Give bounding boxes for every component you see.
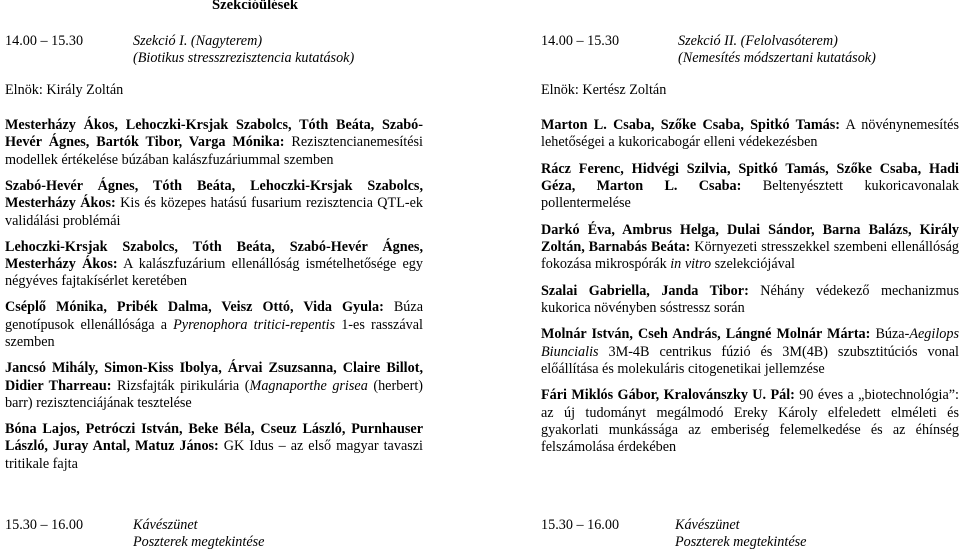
presentation-title: Rizsfajták pirikulária ( bbox=[111, 377, 250, 394]
break-label: Kávészünet bbox=[133, 517, 198, 533]
presentation-title: Környezeti stresszekkel szembeni ellenállóság fokozása mikrospórák bbox=[541, 239, 959, 273]
session-1-presentations bbox=[5, 117, 423, 482]
presentation-title: Búza genotípusok ellenállósága a bbox=[5, 299, 423, 333]
presentation-item bbox=[541, 222, 959, 274]
presentation-title-italic: in vitro bbox=[670, 256, 712, 273]
presentation-title-rest: 1-es rasszával szemben bbox=[5, 316, 423, 351]
presentation-authors: Mesterházy Ákos, Lehoczki-Krsjak Szabolcs, Tóth Beáta, Szabó-Hevér Ágnes, Bartók Tibor, Varga Mónika: bbox=[5, 117, 423, 151]
presentation-title: Búza- bbox=[870, 326, 910, 343]
break-time: 15.30 – 16.00 bbox=[541, 517, 620, 533]
presentation-authors: Fári Miklós Gábor, Kralovánszky U. Pál: bbox=[541, 387, 795, 404]
presentation-item bbox=[5, 117, 423, 169]
break-label: Kávészünet bbox=[675, 517, 740, 533]
break-sublabel: Poszterek megtekintése bbox=[133, 534, 265, 551]
break-label-block bbox=[133, 517, 264, 552]
presentation-item bbox=[5, 421, 423, 473]
presentation-title: Rezisztencianemesítési modellek értékelése búzában kalászfuzáriummal szemben bbox=[5, 134, 423, 168]
presentation-item bbox=[5, 299, 423, 351]
presentation-item bbox=[541, 161, 959, 213]
presentation-item bbox=[541, 283, 959, 318]
presentation-item bbox=[541, 117, 959, 152]
presentation-title-species: Pyrenophora tritici-repentis bbox=[173, 316, 336, 333]
presentation-title: Kis és közepes hatású fusarium rezisztencia QTL-ek validálási problémái bbox=[5, 195, 423, 229]
break-label-block bbox=[675, 517, 806, 552]
page-heading: Szekcióülések bbox=[212, 0, 298, 13]
presentation-title: Beltenyésztett kukoricavonalak pollentermelése bbox=[541, 178, 959, 212]
session-1-title-block bbox=[133, 33, 354, 68]
break-time: 15.30 – 16.00 bbox=[5, 517, 84, 533]
session-2-title: Szekció II. (Felolvasóterem) bbox=[678, 33, 838, 49]
presentation-authors: Rácz Ferenc, Hidvégi Szilvia, Spitkó Tamás, Szőke Csaba, Hadi Géza, Marton L. Csaba: bbox=[541, 160, 959, 195]
presentation-title-species: Magnaporthe grisea bbox=[249, 377, 368, 394]
break-sublabel: Poszterek megtekintése bbox=[675, 534, 807, 551]
presentation-title: A növénynemesítés lehetőségei a kukoricabogár elleni védekezésben bbox=[541, 117, 959, 151]
presentation-title: 90 éves a „biotechnológia”: az új tudományt megálmodó Ereky Károly elfeledett elméleti és gyakorlati munkássága az emberiség felemelkedése és az éhínség felszámolása érdekében bbox=[541, 387, 960, 456]
presentation-authors: Molnár István, Cseh András, Lángné Molnár Márta: bbox=[541, 326, 871, 343]
presentation-item bbox=[541, 326, 959, 378]
session-2-title-block bbox=[678, 33, 876, 68]
presentation-title-rest: 3M-4B centrikus fúzió és 3M(4B) szubsztitúciós vonal előállítása és molekuláris citogenetikai jellemzése bbox=[541, 343, 959, 378]
presentation-authors: Szalai Gabriella, Janda Tibor: bbox=[541, 282, 749, 299]
presentation-title-species: Aegilops Biuncialis bbox=[541, 326, 959, 360]
presentation-authors: Jancsó Mihály, Simon-Kiss Ibolya, Árvai Zsuzsanna, Claire Billot, Didier Tharreau: bbox=[5, 360, 423, 394]
session-2-chair: Elnök: Kertész Zoltán bbox=[541, 82, 667, 98]
presentation-authors: Bóna Lajos, Petróczi István, Beke Béla, Cseuz László, Purnhauser László, Juray Antal, Matuz János: bbox=[5, 421, 423, 455]
presentation-item bbox=[5, 178, 423, 230]
session-2-time: 14.00 – 15.30 bbox=[541, 33, 620, 49]
presentation-authors: Cséplő Mónika, Pribék Dalma, Veisz Ottó, Vida Gyula: bbox=[5, 299, 384, 316]
presentation-item bbox=[5, 360, 423, 412]
presentation-title-rest: (herbert) barr) rezisztenciájának tesztelése bbox=[5, 377, 423, 412]
presentation-title: Néhány védekező mechanizmus kukorica növényben sóstressz során bbox=[541, 282, 959, 317]
session-1-title: Szekció I. (Nagyterem) bbox=[133, 33, 263, 49]
presentation-item bbox=[5, 239, 423, 291]
presentation-item bbox=[541, 387, 959, 457]
session-1-chair: Elnök: Király Zoltán bbox=[5, 82, 124, 98]
presentation-title: GK Idus – az első magyar tavaszi tritikale fajta bbox=[5, 438, 423, 472]
presentation-authors: Marton L. Csaba, Szőke Csaba, Spitkó Tamás: bbox=[541, 117, 841, 133]
presentation-authors: Szabó-Hevér Ágnes, Tóth Beáta, Lehoczki-Krsjak Szabolcs, Mesterházy Ákos: bbox=[5, 177, 423, 212]
presentation-title: A kalászfuzárium ellenállóság ismételhetősége egy négyéves fajtakísérlet keretében bbox=[5, 256, 423, 290]
presentation-title-rest: szelekciójával bbox=[711, 256, 795, 273]
presentation-authors: Darkó Éva, Ambrus Helga, Dulai Sándor, Barna Balázs, Király Zoltán, Barnabás Beáta: bbox=[541, 221, 959, 256]
session-2-presentations bbox=[541, 117, 959, 466]
presentation-authors: Lehoczki-Krsjak Szabolcs, Tóth Beáta, Szabó-Hevér Ágnes, Mesterházy Ákos: bbox=[5, 238, 423, 273]
session-2-subtitle: (Nemesítés módszertani kutatások) bbox=[678, 50, 876, 67]
session-1-subtitle: (Biotikus stresszrezisztencia kutatások) bbox=[133, 50, 355, 67]
session-1-time: 14.00 – 15.30 bbox=[5, 33, 84, 49]
